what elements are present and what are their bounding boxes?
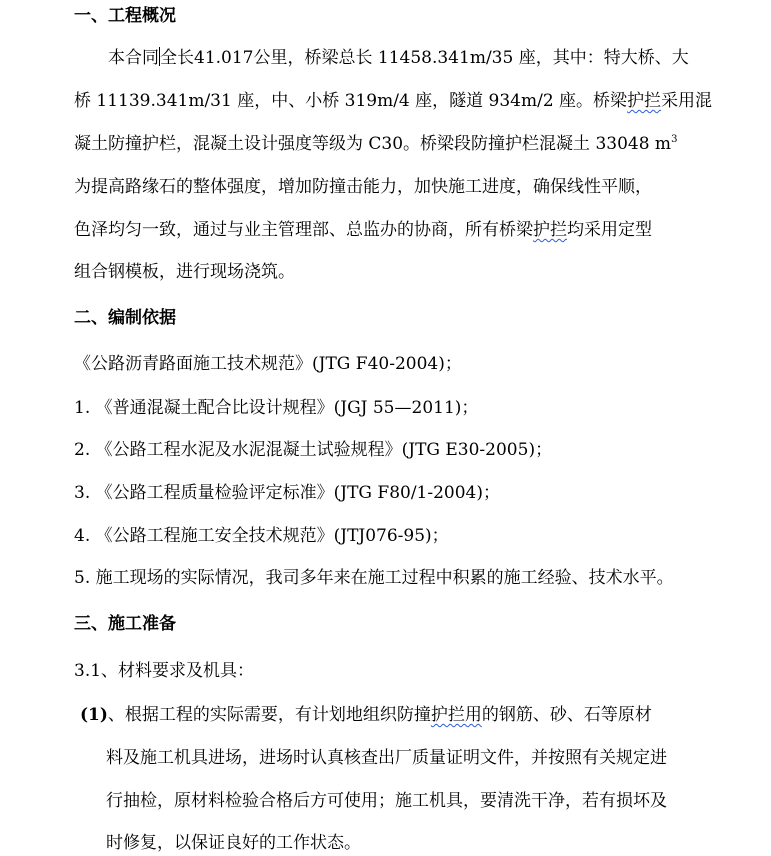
- overview-line-2-start: 桥 11139.341m/31 座，中、小桥 319m/4 座，隧道 934m/2 座。桥梁: [74, 91, 628, 111]
- overview-line-5-start: 色泽均匀一致，通过与业主管理部、总监办的协商，所有桥梁: [74, 220, 533, 240]
- spellcheck-mark: 护拦: [627, 91, 662, 111]
- overview-line-5-end: 均采用定型: [567, 220, 652, 240]
- subsection-3-1: 3.1、材料要求及机具：: [74, 661, 255, 681]
- overview-line-2: [74, 89, 712, 113]
- overview-line-3-text: 凝土防撞护栏，混凝土设计强度等级为 C30。桥梁段防撞护栏混凝土 33048 m: [74, 134, 672, 154]
- item-number: (1): [80, 705, 108, 725]
- reference-item: 3. 《公路工程质量检验评定标准》(JTG F80/1-2004)；: [74, 483, 501, 503]
- reference-item: 4. 《公路工程施工安全技术规范》(JTJ076-95)；: [74, 526, 449, 546]
- reference-item: 《公路沥青路面施工技术规范》(JTG F40-2004)；: [74, 354, 462, 374]
- materials-line-1-start: 、根据工程的实际需要，有计划地组织防撞: [107, 705, 431, 725]
- overview-line-6: 组合钢模板，进行现场浇筑。: [74, 262, 295, 282]
- overview-line-5: [74, 218, 652, 242]
- overview-line-4: 为提高路缘石的整体强度，增加防撞击能力，加快施工进度，确保线性平顺，: [74, 177, 652, 197]
- reference-item: 5. 施工现场的实际情况，我司多年来在施工过程中积累的施工经验、技术水平。: [74, 568, 674, 588]
- overview-line-1-start: 本合同: [108, 48, 159, 68]
- spellcheck-mark: 护拦用: [430, 705, 482, 725]
- materials-line-3: 行抽检，原材料检验合格后方可使用；施工机具，要清洗干净，若有损坏及: [106, 791, 667, 811]
- reference-item: 2. 《公路工程水泥及水泥混凝土试验规程》(JTG E30-2005)；: [74, 440, 553, 460]
- section-3-heading: 三、施工准备: [74, 614, 176, 634]
- spellcheck-mark: 护拦: [533, 220, 567, 240]
- overview-line-2-end: 采用混: [661, 91, 713, 111]
- overview-line-1-rest: 全长41.017公里，桥梁总长 11458.341m/35 座，其中：特大桥、大: [160, 48, 689, 68]
- materials-line-1-end: 的钢筋、砂、石等原材: [481, 705, 652, 725]
- overview-line-3: [74, 132, 677, 156]
- reference-item: 1. 《普通混凝土配合比设计规程》(JGJ 55—2011)；: [74, 398, 479, 418]
- overview-line-1: [108, 46, 689, 70]
- materials-line-4: 时修复，以保证良好的工作状态。: [106, 833, 361, 853]
- superscript-3: 3: [671, 134, 678, 145]
- section-1-heading: 一、工程概况: [74, 6, 176, 26]
- materials-line-2: 料及施工机具进场，进场时认真核查出厂质量证明文件，并按照有关规定进: [106, 748, 667, 768]
- materials-line-1: [80, 703, 652, 727]
- section-2-heading: 二、编制依据: [74, 308, 176, 328]
